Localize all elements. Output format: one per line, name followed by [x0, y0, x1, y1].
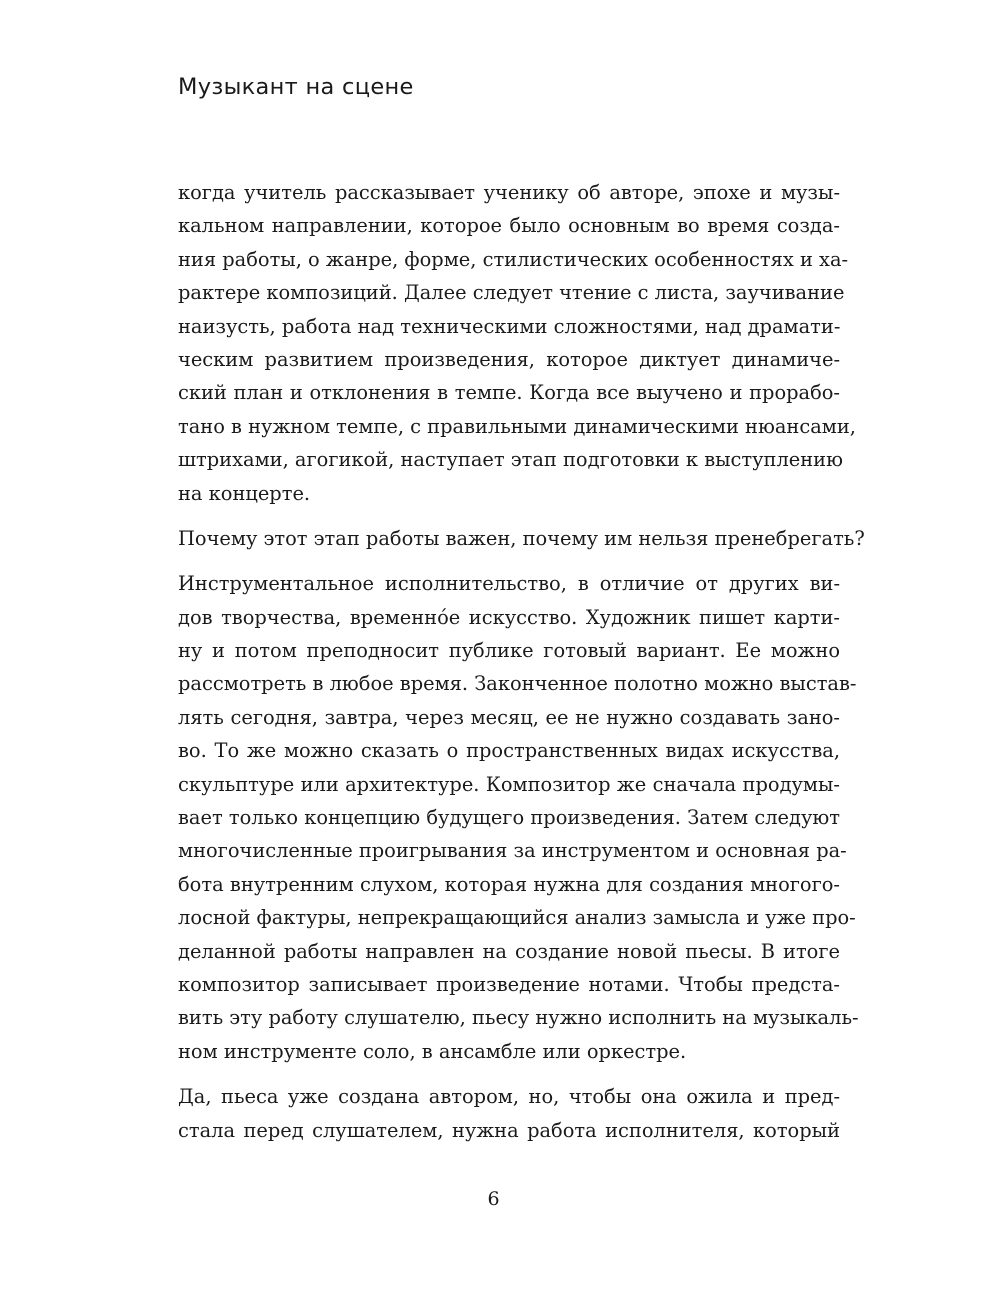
text-line: дов творчества, временнóе искусство. Художник пишет карти- [178, 605, 840, 629]
text-line: Почему этот этап работы важен, почему им нельзя пренебрегать? [178, 526, 865, 550]
text-line: ну и потом преподносит публике готовый вариант. Ее можно [178, 639, 840, 663]
text-line: деланной работы направлен на создание новой пьесы. В итоге [178, 939, 840, 963]
text-line: на концерте. [178, 481, 311, 505]
text-line: ческим развитием произведения, которое диктует динамиче- [178, 347, 840, 371]
text-line: вить эту работу слушателю, пьесу нужно исполнить на музыкаль- [178, 1006, 859, 1030]
body-text [178, 176, 865, 1159]
paragraph [178, 1080, 840, 1147]
text-line: кальном направлении, которое было основным во время созда- [178, 214, 840, 238]
paragraph [178, 522, 865, 555]
text-line: ский план и отклонения в темпе. Когда все выучено и прорабо- [178, 381, 840, 405]
text-line: Да, пьеса уже создана автором, но, чтобы она ожила и пред- [178, 1085, 840, 1109]
paragraph [178, 567, 859, 1068]
text-line: ном инструменте соло, в ансамбле или оркестре. [178, 1039, 687, 1063]
text-line: рассмотреть в любое время. Законченное полотно можно выстав- [178, 672, 857, 696]
text-line: во. То же можно сказать о пространственных видах искусства, [178, 739, 840, 763]
running-header-title: Музыкант на сцене [178, 74, 414, 100]
text-line: лять сегодня, завтра, через месяц, ее не нужно создавать зано- [178, 705, 840, 729]
text-line: Инструментальное исполнительство, в отличие от других ви- [178, 572, 840, 596]
text-line: композитор записывает произведение нотами. Чтобы предста- [178, 972, 840, 996]
text-line: скульптуре или архитектуре. Композитор же сначала продумы- [178, 772, 840, 796]
text-line: бота внутренним слухом, которая нужна для создания многого- [178, 872, 840, 896]
paragraph [178, 176, 856, 510]
text-line: многочисленные проигрывания за инструментом и основная ра- [178, 839, 847, 863]
text-line: лосной фактуры, непрекращающийся анализ замысла и уже про- [178, 906, 856, 930]
text-line: когда учитель рассказывает ученику об авторе, эпохе и музы- [178, 181, 840, 204]
text-line: тано в нужном темпе, с правильными динамическими нюансами, [178, 414, 856, 438]
text-line: рактере композиций. Далее следует чтение с листа, заучивание [178, 281, 845, 305]
page-number: 6 [487, 1188, 500, 1210]
text-line: штрихами, агогикой, наступает этап подготовки к выступлению [178, 448, 843, 472]
text-line: стала перед слушателем, нужна работа исполнителя, который [178, 1118, 840, 1142]
text-line: ния работы, о жанре, форме, стилистических особенностях и ха- [178, 247, 849, 271]
text-line: вает только концепцию будущего произведения. Затем следуют [178, 806, 840, 830]
text-line: наизусть, работа над техническими сложностями, над драмати- [178, 314, 841, 338]
